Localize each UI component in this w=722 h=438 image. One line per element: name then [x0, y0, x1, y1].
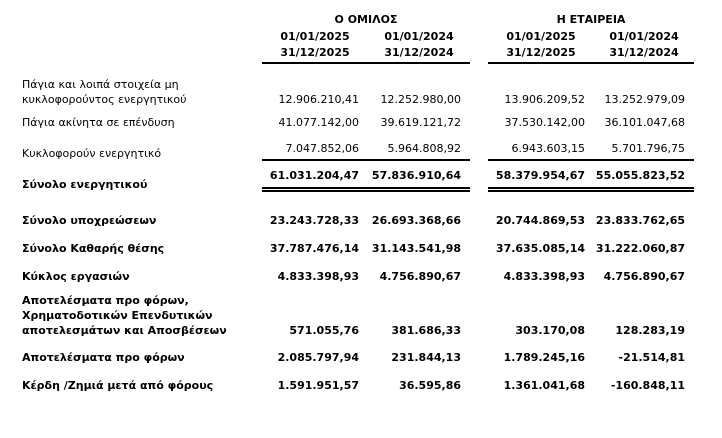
value-cell: 37.530.142,00	[504, 116, 585, 129]
row-label: Σύνολο ενεργητικού	[22, 178, 148, 191]
value-cell: 57.836.910,64	[371, 169, 461, 182]
period-start-date: 01/01/2025	[280, 30, 350, 43]
row-label: Κύκλος εργασιών	[22, 270, 130, 283]
row-label: Σύνολο Καθαρής θέσης	[22, 242, 165, 255]
value-cell: 36.595,86	[399, 379, 461, 392]
period-start-row	[22, 29, 722, 45]
period-start-date: 01/01/2024	[609, 30, 679, 43]
value-cell: 4.756.890,67	[379, 270, 461, 283]
period-start-date: 01/01/2024	[384, 30, 454, 43]
value-cell: 5.964.808,92	[387, 142, 461, 155]
value-cell: 58.379.954,67	[495, 169, 585, 182]
value-cell: 23.243.728,33	[269, 214, 359, 227]
table-row	[22, 241, 722, 256]
table-row	[22, 115, 722, 130]
period-end-date: 31/12/2025	[280, 46, 350, 59]
value-cell: 39.619.121,72	[380, 116, 461, 129]
value-cell: 41.077.142,00	[278, 116, 359, 129]
value-cell: 31.222.060,87	[595, 242, 685, 255]
value-cell: 303.170,08	[515, 324, 585, 337]
value-cell: 55.055.823,52	[595, 169, 685, 182]
period-end-date: 31/12/2024	[609, 46, 679, 59]
value-cell: 37.787.476,14	[269, 242, 359, 255]
value-cell: 1.591.951,57	[277, 379, 359, 392]
table-row	[22, 77, 722, 107]
value-cell: 26.693.368,66	[371, 214, 461, 227]
row-label: Αποτελέσματα προ φόρων	[22, 351, 185, 364]
row-label: Πάγια ακίνητα σε επένδυση	[22, 116, 175, 129]
table-row	[22, 378, 722, 393]
value-cell: 1.361.041,68	[503, 379, 585, 392]
row-label: Κυκλοφορούν ενεργητικό	[22, 147, 162, 160]
row-label: Πάγια και λοιπά στοιχεία μη κυκλοφορούντος ενεργητικού	[22, 78, 187, 106]
value-cell: 23.833.762,65	[595, 214, 685, 227]
value-cell: 12.252.980,00	[380, 93, 461, 106]
group-header-group: Ο ΟΜΙΛΟΣ	[334, 13, 398, 26]
value-cell: 7.047.852,06	[285, 142, 359, 155]
value-cell: 231.844,13	[391, 351, 461, 364]
group-header-company: Η ΕΤΑΙΡΕΙΑ	[556, 13, 626, 26]
row-label: Αποτελέσματα προ φόρων, Χρηματοδοτικών Επενδυτικών αποτελεσμάτων και Αποσβέσεων	[22, 294, 227, 337]
value-cell: 31.143.541,98	[371, 242, 461, 255]
value-cell: 571.055,76	[289, 324, 359, 337]
value-cell: 4.756.890,67	[603, 270, 685, 283]
value-cell: 1.789.245,16	[503, 351, 585, 364]
row-label: Κέρδη /Ζημιά μετά από φόρους	[22, 379, 214, 392]
value-cell: 128.283,19	[615, 324, 685, 337]
row-label: Σύνολο υποχρεώσεων	[22, 214, 157, 227]
period-end-date: 31/12/2025	[506, 46, 576, 59]
value-cell: 37.635.085,14	[495, 242, 585, 255]
period-start-date: 01/01/2025	[506, 30, 576, 43]
table-row	[22, 213, 722, 228]
value-cell: 12.906.210,41	[278, 93, 359, 106]
value-cell: 20.744.869,53	[495, 214, 585, 227]
period-end-row	[22, 45, 722, 64]
table-row	[22, 269, 722, 284]
value-cell: 4.833.398,93	[503, 270, 585, 283]
value-cell: 13.252.979,09	[604, 93, 685, 106]
value-cell: 6.943.603,15	[511, 142, 585, 155]
period-end-date: 31/12/2024	[384, 46, 454, 59]
value-cell: 13.906.209,52	[504, 93, 585, 106]
table-row	[22, 350, 722, 365]
value-cell: 381.686,33	[391, 324, 461, 337]
value-cell: 2.085.797,94	[277, 351, 359, 364]
value-cell: -160.848,11	[610, 379, 685, 392]
table-row	[22, 141, 722, 161]
value-cell: 36.101.047,68	[604, 116, 685, 129]
group-titles-row	[22, 12, 722, 29]
table-row	[22, 293, 722, 338]
value-cell: 5.701.796,75	[611, 142, 685, 155]
value-cell: 61.031.204,47	[269, 169, 359, 182]
value-cell: -21.514,81	[618, 351, 685, 364]
table-row-total	[22, 168, 722, 192]
value-cell: 4.833.398,93	[277, 270, 359, 283]
